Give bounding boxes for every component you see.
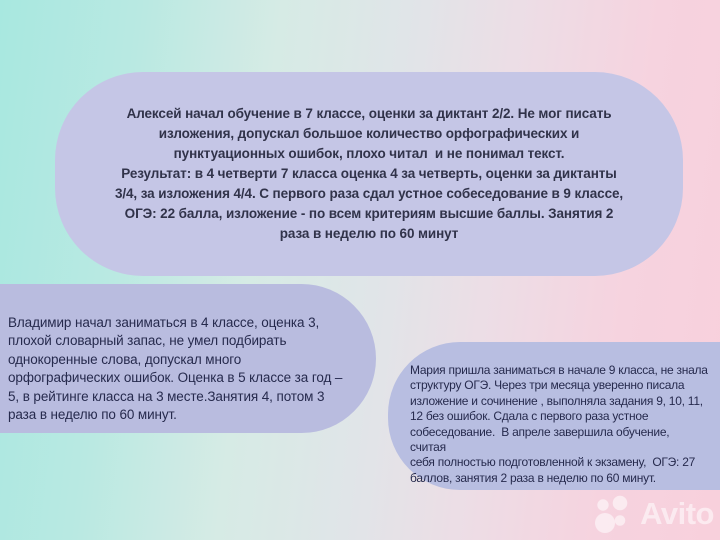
avito-brand-label: Avito	[640, 496, 714, 531]
avito-watermark	[593, 494, 714, 534]
testimonial-card-vladimir	[0, 284, 376, 433]
testimonial-text-vladimir: Владимир начал заниматься в 4 классе, оценка 3, плохой словарный запас, не умел подбирать однокоренные слова, допускал много орфографических ошибок. Оценка в 5 классе за год – 5, в рейтинге класса на 3 месте.Занятия 4, потом 3 раза в неделю по 60 минут.	[8, 315, 343, 423]
testimonial-text-maria: Мария пришла заниматься в начале 9 класса, не знала структуру ОГЭ. Через три месяца уверенно писала изложение и сочинение , выполняла задания 9, 10, 11, 12 без ошибок. Сдала с первого раза устное собеседование. В апреле завершила обучение, считая себя полностью подготовленной к экзамену, ОГЭ: 27 баллов, занятия 2 раза в неделю по 60 минут.	[410, 363, 708, 485]
avito-logo-icon	[593, 494, 635, 534]
testimonial-card-maria	[388, 342, 720, 490]
testimonial-card-alexey	[55, 72, 683, 276]
testimonial-text-alexey: Алексей начал обучение в 7 классе, оценки за диктант 2/2. Не мог писать изложения, допускал большое количество орфографических и пунктуационных ошибок, плохо читал и не понимал текст. Результат: в 4 четверти 7 класса оценка 4 за четверть, оценки за диктанты 3/4, за изложения 4/4. С первого раза сдал устное собеседование в 9 классе, ОГЭ: 22 балла, изложение - по всем критериям высшие баллы. Занятия 2 раза в неделю по 60 минут	[114, 106, 624, 241]
